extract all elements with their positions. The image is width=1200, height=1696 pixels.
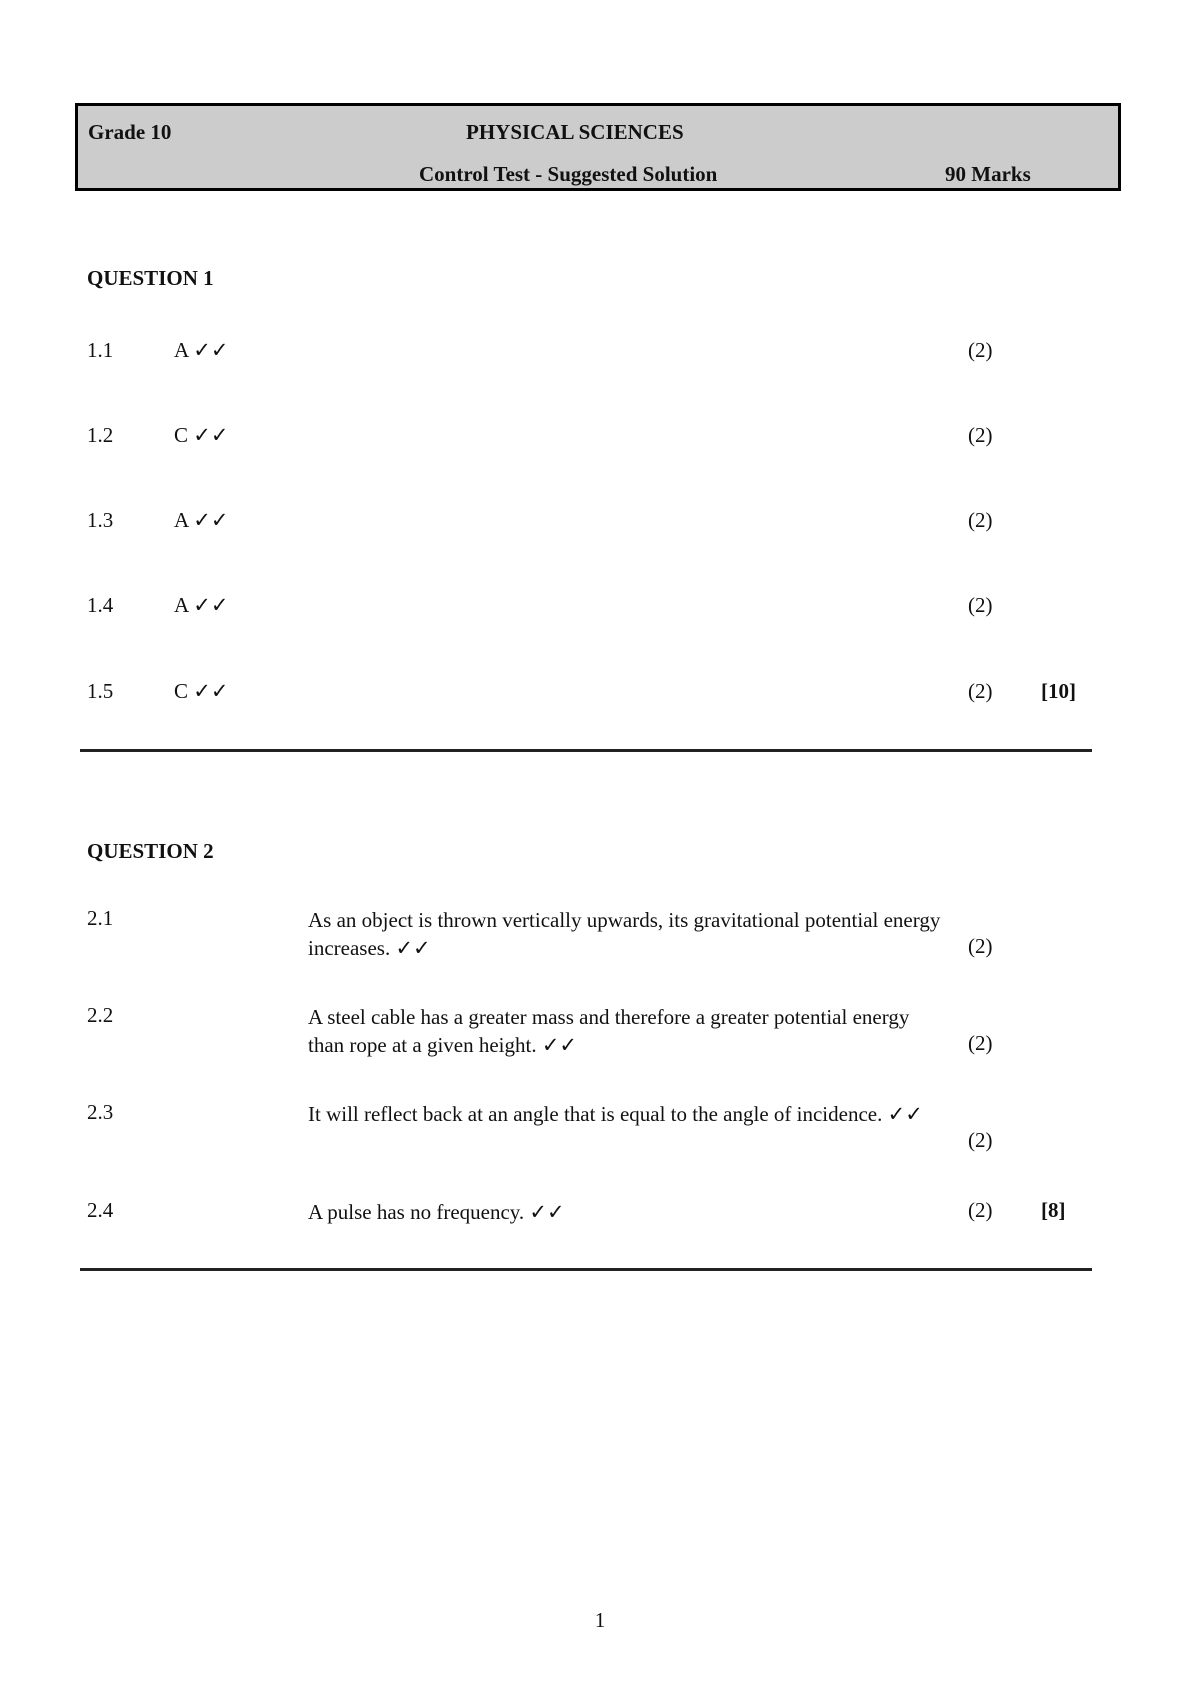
answer-text: A steel cable has a greater mass and therefore a greater potential energy than rope at a given height. ✓✓ bbox=[308, 1005, 910, 1057]
question-number: 1.2 bbox=[87, 423, 114, 447]
mark-allocation: (2) bbox=[968, 423, 993, 447]
answer-text: C ✓✓ bbox=[174, 679, 229, 703]
mark-allocation: (2) bbox=[968, 593, 993, 617]
header-box bbox=[75, 103, 1121, 191]
question-number: 1.1 bbox=[87, 338, 114, 362]
question-number: 1.5 bbox=[87, 679, 114, 703]
test-title: Control Test - Suggested Solution bbox=[419, 162, 718, 186]
section-divider bbox=[80, 749, 1092, 752]
grade-label: Grade 10 bbox=[88, 120, 172, 144]
answer-text: As an object is thrown vertically upwards, its gravitational potential energy increases. ✓✓ bbox=[308, 908, 941, 960]
answer-text: A ✓✓ bbox=[174, 338, 229, 362]
question-number: 1.4 bbox=[87, 593, 114, 617]
question-1-heading: QUESTION 1 bbox=[87, 266, 214, 290]
question-total: [10] bbox=[1041, 679, 1076, 703]
mark-allocation: (2) bbox=[968, 934, 993, 958]
answer-text: A ✓✓ bbox=[174, 593, 229, 617]
question-number: 2.4 bbox=[87, 1198, 114, 1222]
mark-allocation: (2) bbox=[968, 1198, 993, 1222]
question-number: 2.2 bbox=[87, 1003, 114, 1027]
page-number: 1 bbox=[594, 1608, 606, 1632]
question-number: 1.3 bbox=[87, 508, 114, 532]
answer-text: A pulse has no frequency. ✓✓ bbox=[308, 1200, 565, 1224]
question-number: 2.1 bbox=[87, 906, 114, 930]
mark-allocation: (2) bbox=[968, 338, 993, 362]
mark-allocation: (2) bbox=[968, 508, 993, 532]
answer-text: C ✓✓ bbox=[174, 423, 229, 447]
subject-title: PHYSICAL SCIENCES bbox=[466, 120, 684, 144]
mark-allocation: (2) bbox=[968, 1128, 993, 1152]
total-marks: 90 Marks bbox=[945, 162, 1031, 186]
answer-text: It will reflect back at an angle that is equal to the angle of incidence. ✓✓ bbox=[308, 1102, 923, 1126]
mark-allocation: (2) bbox=[968, 679, 993, 703]
question-2-heading: QUESTION 2 bbox=[87, 839, 214, 863]
answer-text: A ✓✓ bbox=[174, 508, 229, 532]
section-divider bbox=[80, 1268, 1092, 1271]
mark-allocation: (2) bbox=[968, 1031, 993, 1055]
question-number: 2.3 bbox=[87, 1100, 114, 1124]
question-total: [8] bbox=[1041, 1198, 1066, 1222]
